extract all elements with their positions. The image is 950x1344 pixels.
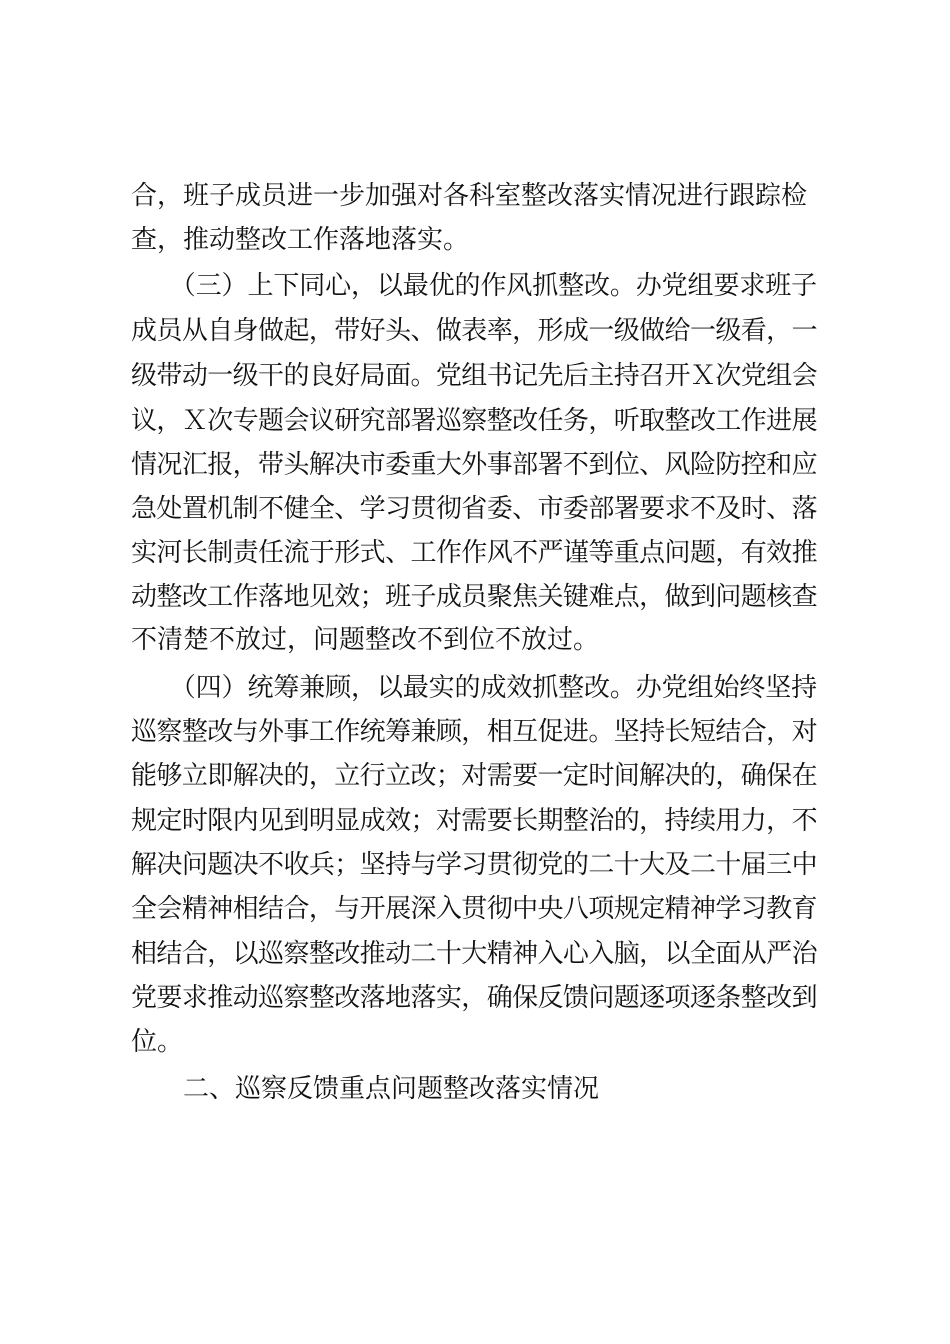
text-line: 查，推动整改工作落地落实。 (131, 225, 470, 255)
text-line: 规定时限内见到明显成效；对需要长期整治的，持续用力，不 (131, 806, 818, 836)
section-heading-2: 二、巡察反馈重点问题整改落实情况 (131, 1074, 600, 1104)
text-line: 成员从自身做起，带好头、做表率，形成一级做给一级看，一 (131, 316, 818, 346)
text-line: 能够立即解决的，立行立改；对需要一定时间解决的，确保在 (131, 761, 818, 791)
text-line: 动整改工作落地见效；班子成员聚焦关键难点，做到问题核查 (131, 582, 818, 612)
text-line: 巡察整改与外事工作统筹兼顾，相互促进。坚持长短结合，对 (131, 717, 818, 747)
paragraph-heading-3: （三）上下同心，以最优的作风抓整改。办党组要求班子 (131, 271, 818, 301)
text-line: 情况汇报，带头解决市委重大外事部署不到位、风险防控和应 (131, 450, 818, 480)
text-line: 实河长制责任流于形式、工作作风不严谨等重点问题，有效推 (131, 538, 818, 568)
text-line: 全会精神相结合，与开展深入贯彻中央八项规定精神学习教育 (131, 894, 818, 924)
text-line: 位。 (131, 1027, 184, 1057)
text-line: 解决问题决不收兵；坚持与学习贯彻党的二十大及二十届三中 (131, 850, 818, 880)
text-line: 不清楚不放过，问题整改不到位不放过。 (131, 625, 600, 655)
text-line: 合，班子成员进一步加强对各科室整改落实情况进行跟踪检 (131, 181, 808, 211)
text-line: 相结合，以巡察整改推动二十大精神入心入脑，以全面从严治 (131, 939, 818, 969)
paragraph-heading-4: （四）统筹兼顾，以最实的成效抓整改。办党组始终坚持 (131, 673, 818, 703)
text-line: 议，Ｘ次专题会议研究部署巡察整改任务，听取整改工作进展 (131, 406, 818, 436)
text-line: 级带动一级干的良好局面。党组书记先后主持召开Ｘ次党组会 (131, 361, 818, 391)
text-line: 急处置机制不健全、学习贯彻省委、市委部署要求不及时、落 (131, 494, 818, 524)
text-line: 党要求推动巡察整改落地落实，确保反馈问题逐项逐条整改到 (131, 983, 818, 1013)
